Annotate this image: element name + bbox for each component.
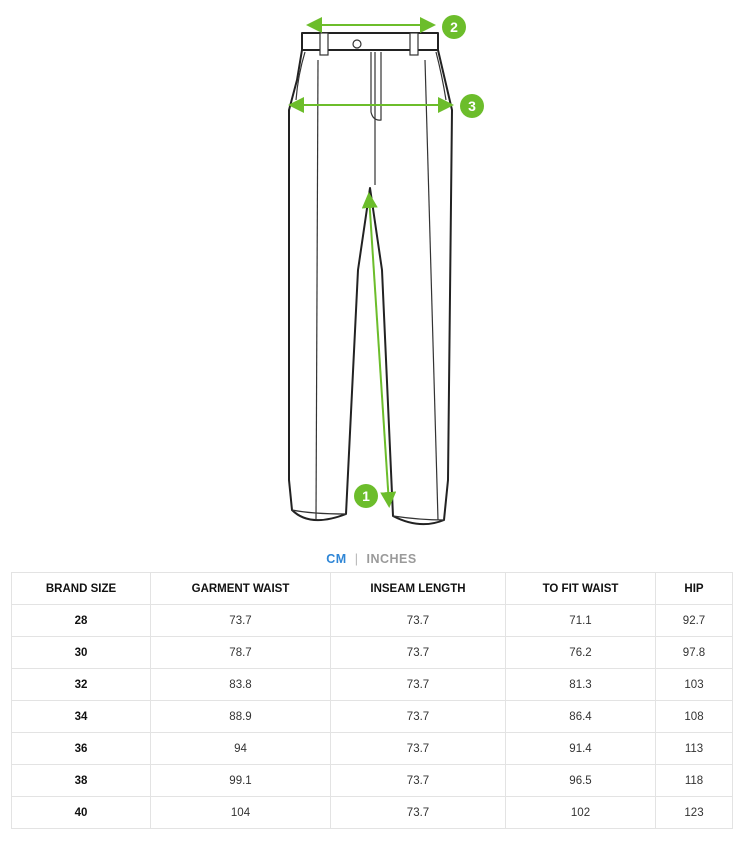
cell-to-fit-waist: 71.1 xyxy=(506,605,656,637)
cell-hip: 92.7 xyxy=(656,605,733,637)
cell-brand-size: 32 xyxy=(12,669,151,701)
header-hip: HIP xyxy=(656,573,733,605)
cell-hip: 113 xyxy=(656,733,733,765)
cell-hip: 97.8 xyxy=(656,637,733,669)
marker-1 xyxy=(354,484,378,508)
marker-3-label: 3 xyxy=(468,98,476,114)
cell-to-fit-waist: 96.5 xyxy=(506,765,656,797)
unit-separator: | xyxy=(354,552,359,566)
cell-garment-waist: 94 xyxy=(151,733,331,765)
header-brand-size: BRAND SIZE xyxy=(12,573,151,605)
cell-garment-waist: 104 xyxy=(151,797,331,829)
header-inseam-length: INSEAM LENGTH xyxy=(331,573,506,605)
cell-garment-waist: 99.1 xyxy=(151,765,331,797)
cell-brand-size: 40 xyxy=(12,797,151,829)
cell-garment-waist: 88.9 xyxy=(151,701,331,733)
cell-brand-size: 38 xyxy=(12,765,151,797)
cell-brand-size: 28 xyxy=(12,605,151,637)
cell-hip: 103 xyxy=(656,669,733,701)
table-header-row xyxy=(12,573,733,605)
header-to-fit-waist: TO FIT WAIST xyxy=(506,573,656,605)
cell-to-fit-waist: 76.2 xyxy=(506,637,656,669)
cell-inseam-length: 73.7 xyxy=(331,701,506,733)
cell-hip: 123 xyxy=(656,797,733,829)
marker-3 xyxy=(460,94,484,118)
table-row xyxy=(12,669,733,701)
marker-2-label: 2 xyxy=(450,19,458,35)
cell-inseam-length: 73.7 xyxy=(331,733,506,765)
table-row xyxy=(12,605,733,637)
unit-cm-button[interactable]: CM xyxy=(326,552,347,566)
cell-inseam-length: 73.7 xyxy=(331,669,506,701)
table-row xyxy=(12,637,733,669)
cell-inseam-length: 73.7 xyxy=(331,605,506,637)
unit-toggle xyxy=(0,552,743,566)
cell-garment-waist: 78.7 xyxy=(151,637,331,669)
cell-inseam-length: 73.7 xyxy=(331,637,506,669)
table-row xyxy=(12,701,733,733)
cell-inseam-length: 73.7 xyxy=(331,797,506,829)
table-row xyxy=(12,733,733,765)
cell-to-fit-waist: 91.4 xyxy=(506,733,656,765)
marker-1-label: 1 xyxy=(362,488,370,504)
cell-brand-size: 34 xyxy=(12,701,151,733)
table-row xyxy=(12,765,733,797)
header-garment-waist: GARMENT WAIST xyxy=(151,573,331,605)
cell-garment-waist: 73.7 xyxy=(151,605,331,637)
cell-brand-size: 30 xyxy=(12,637,151,669)
cell-hip: 118 xyxy=(656,765,733,797)
cell-to-fit-waist: 102 xyxy=(506,797,656,829)
marker-2 xyxy=(442,15,466,39)
unit-inches-button[interactable]: INCHES xyxy=(366,552,417,566)
cell-to-fit-waist: 86.4 xyxy=(506,701,656,733)
size-chart-table xyxy=(11,572,733,829)
cell-to-fit-waist: 81.3 xyxy=(506,669,656,701)
cell-inseam-length: 73.7 xyxy=(331,765,506,797)
table-row xyxy=(12,797,733,829)
cell-hip: 108 xyxy=(656,701,733,733)
cell-garment-waist: 83.8 xyxy=(151,669,331,701)
cell-brand-size: 36 xyxy=(12,733,151,765)
